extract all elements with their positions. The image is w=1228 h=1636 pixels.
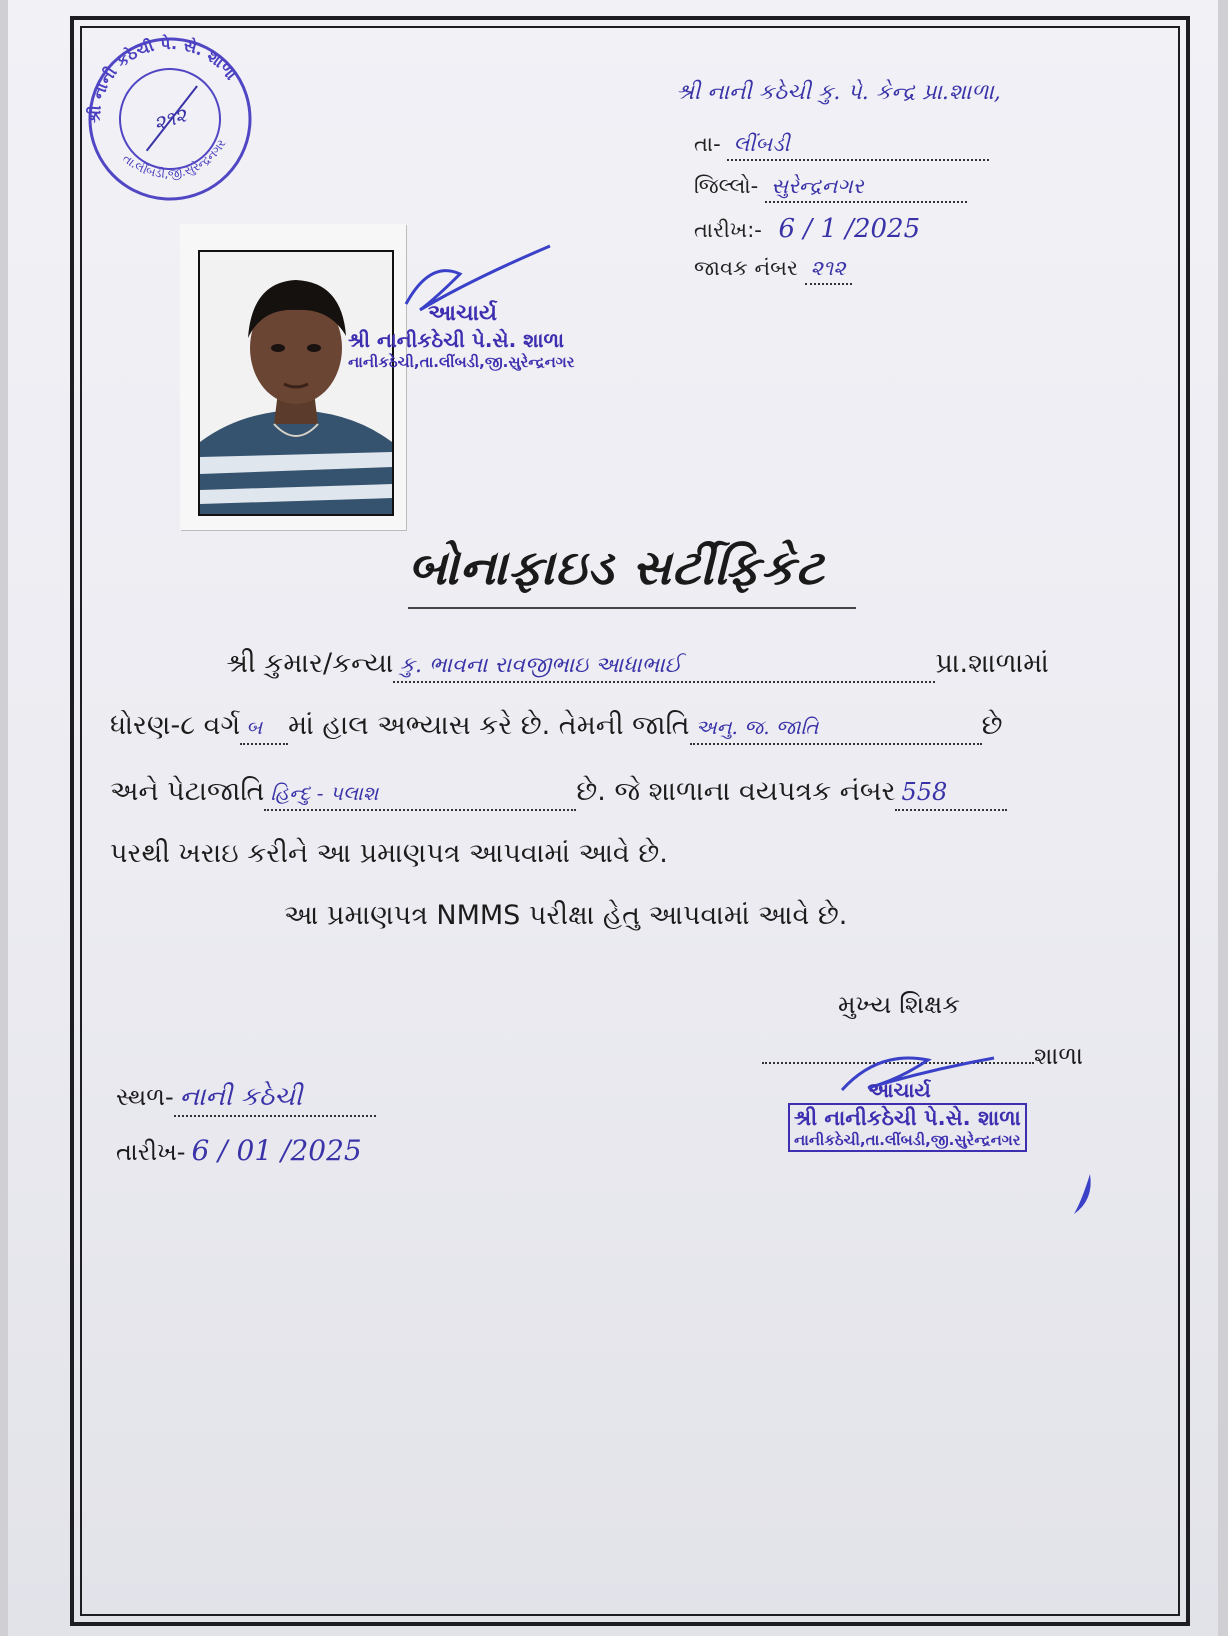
stamp-bottom-line2: નાનીકઠેચી,તા.લીંબડી,જી.સુરેન્દ્રનગર — [788, 1131, 1027, 1152]
stamp-top-line1: શ્રી નાનીકઠેચી પે.સે. શાળા — [348, 327, 565, 352]
body-line-1: શ્રી કુમાર/કન્યા કુ. ભાવના રાવજીભાઇ આધાભાઈ પ્રા.શાળામાં — [226, 648, 1049, 683]
seal-center-number: ૨૧૨ — [150, 102, 190, 136]
header-district: જિલ્લો- સુરેન્દ્રનગર — [694, 174, 967, 203]
principal-stamp-bottom — [788, 1078, 1027, 1152]
stamp-bottom-line1: શ્રી નાનીકઠેચી પે.સે. શાળા — [788, 1103, 1027, 1131]
body-line-4: પરથી ખરાઇ કરીને આ પ્રમાણપત્ર આપવામાં આવે છે. — [110, 838, 668, 869]
stamp-bottom-title: આચાર્ય — [868, 1078, 931, 1102]
header-date: તારીખ:- 6 / 1 /2025 — [694, 214, 921, 244]
head-teacher-designation: મુખ્ય શિક્ષક — [838, 990, 960, 1019]
seal-ring-text: શ્રી નાની કઠેચી પે. સે. શાળા — [84, 33, 241, 124]
school-round-seal — [78, 24, 263, 214]
header-outward-number: જાવક નંબર ૨૧૨ — [694, 256, 852, 285]
seal-bottom-text: તા.લીંબડી,જી.સુરેન્દ્રનગર — [120, 136, 229, 182]
footer-date: તારીખ- 6 / 01 /2025 — [116, 1134, 362, 1167]
certificate-page — [8, 0, 1218, 1636]
header-school-line: શ્રી નાની કઠેચી કુ. પે. કેન્દ્ર પ્રા.શાળા, — [676, 80, 1001, 105]
principal-stamp-top — [348, 300, 575, 371]
ink-mark — [1068, 1170, 1098, 1220]
title-underline — [408, 607, 856, 609]
school-name-line: શાળા — [762, 1042, 1083, 1070]
stamp-top-title: આચાર્ય — [428, 301, 497, 326]
body-line-2: ધોરણ-૮ વર્ગ બ માં હાલ અભ્યાસ કરે છે. તેમની જાતિ અનુ. જ. જાતિ છે — [110, 710, 1002, 745]
body-line-5: આ પ્રમાણપત્ર NMMS પરીક્ષા હેતુ આપવામાં આવે છે. — [284, 900, 848, 931]
footer-place: સ્થળ- નાની કઠેચી — [116, 1082, 376, 1117]
student-photo-card — [180, 224, 406, 530]
certificate-title: બોનાફાઇડ સર્ટીફિકેટ — [408, 540, 825, 596]
header-taluka: તા- લીંબડી — [694, 132, 989, 161]
student-photo — [198, 250, 394, 516]
stamp-top-line2: નાનીકઠેચી,તા.લીંબડી,જી.સુરેન્દ્રનગર — [348, 352, 575, 371]
body-line-3: અને પેટાજાતિ હિન્દુ - પલાશ છે. જે શાળાના વયપત્રક નંબર 558 — [110, 776, 1007, 811]
